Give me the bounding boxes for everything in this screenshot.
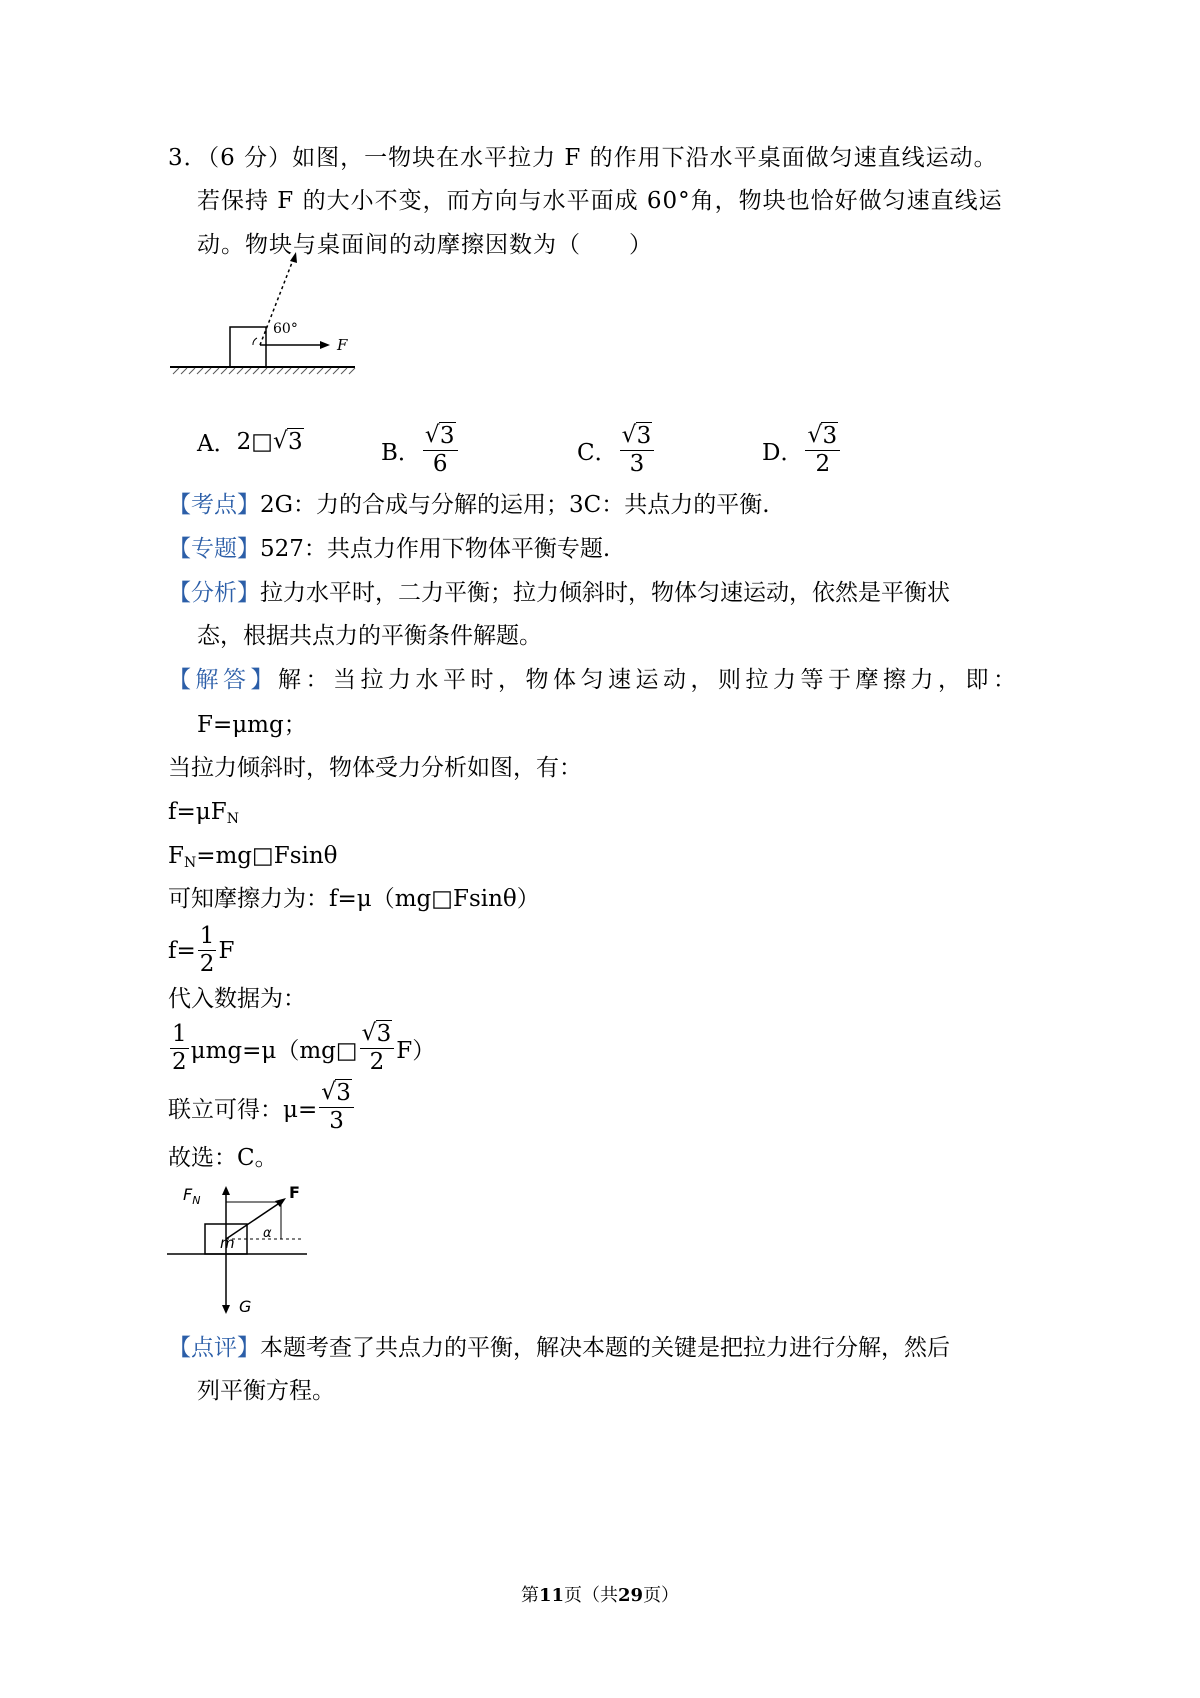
equation-5 bbox=[168, 1082, 356, 1133]
footer-mid: 页（共 bbox=[564, 1585, 618, 1606]
kaodian-text: 2G：力的合成与分解的运用；3C：共点力的平衡. bbox=[260, 492, 770, 518]
option-d-label: D． bbox=[762, 440, 804, 466]
equation-4 bbox=[168, 1023, 435, 1074]
jieda-line-5: 代入数据为： bbox=[168, 986, 306, 1012]
footer-pre: 第 bbox=[520, 1585, 539, 1606]
option-a bbox=[197, 425, 304, 458]
option-a-sqrt bbox=[273, 429, 304, 455]
option-d bbox=[762, 425, 842, 476]
eq5-pre: 联立可得：μ= bbox=[168, 1097, 318, 1123]
option-c-fraction bbox=[620, 425, 655, 476]
numerator: 1 bbox=[199, 923, 215, 949]
option-a-missing-glyph: □ bbox=[251, 428, 273, 455]
eq2-rest: =mg□Fsinθ bbox=[196, 843, 338, 869]
arrowhead-icon bbox=[222, 1305, 230, 1314]
option-b-fraction bbox=[423, 425, 458, 476]
jieda-line-3: 当拉力倾斜时，物体受力分析如图，有： bbox=[168, 755, 582, 781]
option-c bbox=[577, 425, 656, 476]
alpha-label: α bbox=[263, 1226, 272, 1241]
radicand: 3 bbox=[439, 423, 455, 449]
radicand: 3 bbox=[288, 428, 303, 455]
eq3-post: F bbox=[218, 937, 235, 964]
dianping-line-2: 列平衡方程。 bbox=[197, 1378, 335, 1404]
question-line-1 bbox=[168, 143, 998, 173]
denominator: 3 bbox=[329, 1108, 344, 1134]
radicand: 3 bbox=[822, 423, 838, 449]
eq2-main: F bbox=[168, 843, 184, 869]
f-label: F bbox=[289, 1183, 300, 1202]
zhuanti-tag: 【专题】 bbox=[168, 536, 260, 562]
eq4-fraction-2 bbox=[360, 1023, 395, 1074]
question-text-1: 如图，一物块在水平拉力 F 的作用下沿水平桌面做匀速直线运动。 bbox=[292, 145, 998, 171]
arrowhead-icon bbox=[222, 1186, 230, 1195]
eq5-fraction bbox=[319, 1082, 354, 1133]
angle-label: 60° bbox=[273, 321, 298, 337]
dianping-text-1: 本题考查了共点力的平衡，解决本题的关键是把拉力进行分解，然后 bbox=[260, 1335, 950, 1361]
option-a-label: A． bbox=[197, 431, 237, 457]
question-points: （6 分） bbox=[207, 145, 293, 171]
kaodian-line bbox=[168, 490, 770, 520]
eq3-fraction bbox=[198, 925, 217, 976]
equation-2 bbox=[168, 841, 338, 878]
footer-post: 页） bbox=[643, 1585, 680, 1606]
eq2-sub: N bbox=[183, 855, 197, 871]
fenxi-tag: 【分析】 bbox=[168, 580, 260, 606]
denominator: 3 bbox=[629, 451, 645, 477]
dianping-tag: 【点评】 bbox=[168, 1335, 260, 1361]
eq1-sub: N bbox=[226, 811, 239, 827]
option-b bbox=[381, 425, 460, 476]
option-a-prefix: 2 bbox=[236, 428, 252, 455]
arrowhead-icon bbox=[290, 252, 297, 263]
denominator: 2 bbox=[369, 1049, 385, 1075]
equation-1 bbox=[168, 797, 239, 834]
block bbox=[230, 327, 266, 367]
question-line-2: 若保持 F 的大小不变，而方向与水平面成 60°角，物块也恰好做匀速直线运 bbox=[197, 188, 1003, 214]
eq4-mid: μmg=μ（mg□ bbox=[190, 1038, 358, 1064]
eq3-pre: f= bbox=[168, 937, 196, 964]
force-label: F bbox=[337, 336, 348, 354]
denominator: 2 bbox=[172, 1049, 187, 1075]
option-b-label: B． bbox=[381, 440, 421, 466]
equation-3 bbox=[168, 925, 234, 976]
fenxi-line-2: 态，根据共点力的平衡条件解题。 bbox=[197, 623, 542, 649]
page-footer bbox=[0, 1581, 1200, 1607]
denominator: 6 bbox=[432, 451, 448, 477]
eq4-fraction-1 bbox=[170, 1023, 189, 1074]
fenxi-line-1 bbox=[168, 578, 950, 608]
zhuanti-text: 527：共点力作用下物体平衡专题. bbox=[260, 536, 611, 562]
gravity-label: G bbox=[239, 1297, 252, 1316]
arrowhead-icon bbox=[320, 341, 330, 349]
fenxi-text-1: 拉力水平时，二力平衡；拉力倾斜时，物体匀速运动，依然是平衡状 bbox=[260, 580, 950, 606]
radicand: 3 bbox=[376, 1021, 392, 1047]
question-line-3: 动。物块与桌面间的动摩擦因数为（ ） bbox=[197, 232, 653, 258]
denominator: 2 bbox=[815, 451, 831, 477]
jieda-line-1 bbox=[168, 665, 1021, 695]
fn-label: $F_N$ bbox=[183, 1185, 201, 1207]
dianping-line-1 bbox=[168, 1333, 950, 1363]
mass-label: m bbox=[220, 1234, 235, 1252]
free-body-diagram bbox=[165, 1180, 315, 1320]
block-force-figure bbox=[165, 240, 365, 380]
numerator: 1 bbox=[172, 1021, 187, 1047]
zhuanti-line bbox=[168, 534, 610, 564]
option-c-label: C． bbox=[577, 440, 618, 466]
option-d-fraction bbox=[805, 425, 840, 476]
eq4-post: F） bbox=[396, 1038, 436, 1064]
radicand: 3 bbox=[636, 423, 652, 449]
jieda-line-6: 故选：C。 bbox=[168, 1145, 278, 1171]
angle-arc bbox=[253, 338, 257, 345]
radicand: 3 bbox=[336, 1080, 351, 1106]
jieda-text-1: 解：当拉力水平时，物体匀速运动，则拉力等于摩擦力，即： bbox=[278, 667, 1021, 693]
denominator: 2 bbox=[199, 951, 215, 977]
jieda-tag: 【解答】 bbox=[168, 667, 278, 693]
question-number: 3． bbox=[168, 145, 208, 171]
total-page-number: 29 bbox=[618, 1585, 644, 1606]
table-hatching bbox=[173, 368, 355, 374]
jieda-line-4: 可知摩擦力为：f=μ（mg□Fsinθ） bbox=[168, 886, 540, 912]
eq1-main: f=μF bbox=[168, 799, 227, 825]
jieda-line-2: F=μmg； bbox=[197, 712, 307, 738]
kaodian-tag: 【考点】 bbox=[168, 492, 260, 518]
current-page-number: 11 bbox=[538, 1585, 564, 1606]
